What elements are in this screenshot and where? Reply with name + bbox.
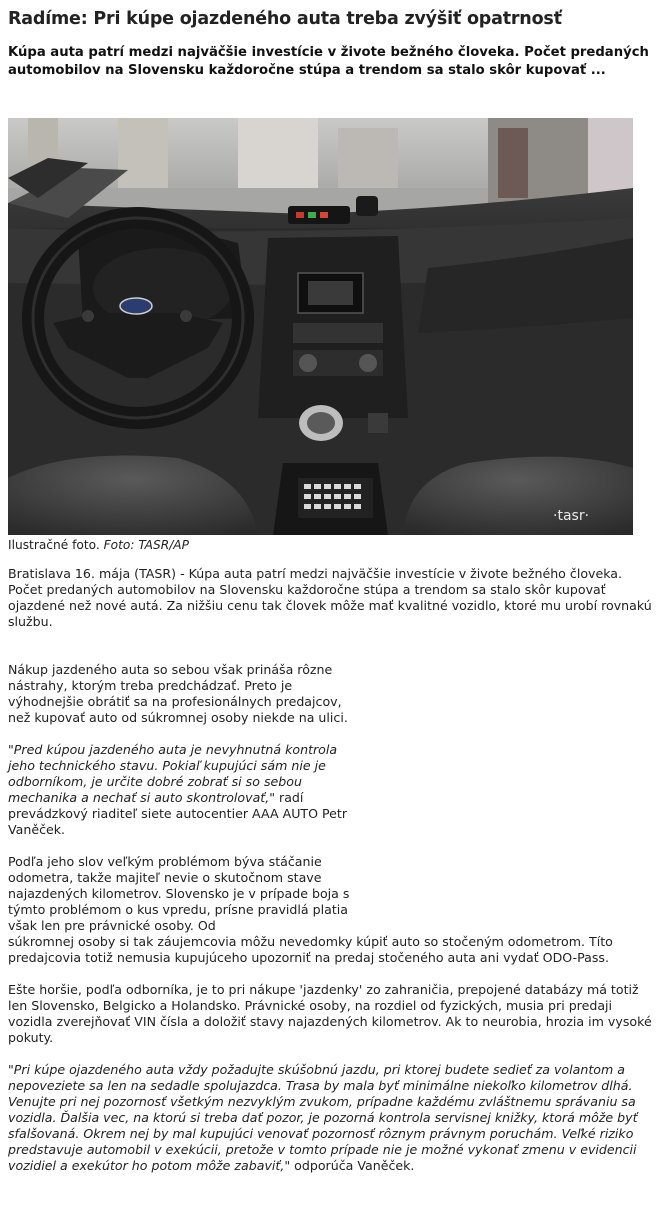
- car-interior-photo: [8, 118, 633, 535]
- paragraph-6: [8, 1062, 660, 1174]
- quote-vanecek-2: "Pri kúpe ojazdeného auta vždy požadujte skúšobnú jazdu, pri ktorej budete sedieť za volantom a nepoveziete sa len na sedadle spolujazdca. Trasa by mala byť minimálne niekoľko kilometrov dlhá. Venujte pri nej pozornosť všetkým nezvyklým zvukom, prípadne každému zvláštnemu správaniu sa vozidla. Ďalšia vec, na ktorú si treba dať pozor, je pozorná kontrola servisnej knižky, ktorá môže byť sfalšovaná. Okrem nej by mal kupujúci venovať pozornosť rôznym právnym poruchám. Veľké riziko predstavuje automobil v exekúcii, pretože v tomto prípade nie je možné vykonať zmenu v evidencii vozidiel a exekútor ho potom môže zabaviť,": [8, 1062, 638, 1173]
- tasr-watermark: ·tasr·: [553, 508, 590, 524]
- caption-text: Ilustračné foto.: [8, 538, 104, 552]
- paragraph-2: Nákup jazdeného auta so sebou však prináša rôzne nástrahy, ktorým treba predchádzať. Preto je výhodnejšie obrátiť sa na profesionálnych predajcov, než kupovať auto od súkromnej osoby niekde na ulici.: [8, 662, 348, 725]
- quote-vanecek-1: "Pred kúpou jazdeného auta je nevyhnutná kontrola jeho technického stavu. Pokiaľ kupujúci sám nie je odborníkom, je určite dobré zobrať si so sebou mechanika a nechať si auto skontrolovať,": [8, 742, 338, 805]
- article-lead: Kúpa auta patrí medzi najväčšie investície v živote bežného človeka. Počet predaných automobilov na Slovensku každoročne stúpa a trendom sa stalo skôr kupovať ...: [8, 45, 649, 78]
- article-title: Radíme: Pri kúpe ojazdeného auta treba zvýšiť opatrnosť: [8, 9, 562, 29]
- quote-attribution-2: odporúča Vaněček.: [290, 1158, 415, 1173]
- paragraph-3: [8, 742, 358, 838]
- article-body: [8, 566, 660, 1174]
- paragraph-5: Ešte horšie, podľa odborníka, je to pri nákupe 'jazdenky' zo zahraničia, prepojené databázy má totiž len Slovensko, Belgicko a Holandsko. Právnické osoby, na rozdiel od fyzických, musia pri predaji vozidla zverejňovať VIN čísla a doložiť stavy najazdených kilometrov. Ak to neurobia, hrozia im vysoké pokuty.: [8, 982, 652, 1045]
- paragraph-4b: súkromnej osoby si tak záujemcovia môžu nevedomky kúpiť auto so stočeným odometrom. Títo predajcovia totiž nemusia kupujúceho upozorniť na predaj stočeného auta ani vydať ODO-Pass.: [8, 934, 613, 965]
- paragraph-4a: Podľa jeho slov veľkým problémom býva stáčanie odometra, takže majiteľ nevie o skutočnom stave najazdených kilometrov. Slovensko je v prípade boja s týmto problémom o kus vpredu, prísne pravidlá platia však len pre právnické osoby. Od: [8, 854, 350, 933]
- photo-caption: [8, 537, 660, 553]
- paragraph-intro: Bratislava 16. mája (TASR) - Kúpa auta patrí medzi najväčšie investície v živote bežného človeka. Počet predaných automobilov na Slovensku každoročne stúpa a trendom sa stalo skôr kupovať ojazdené než nové autá. Za nižšiu cenu tak človek môže mať kvalitné vozidlo, ktoré mu urobí rovnakú službu.: [8, 566, 652, 629]
- article-photo: [8, 118, 633, 535]
- quote-attribution-1: radí prevádzkový riaditeľ siete autocentier AAA AUTO Petr Vaněček.: [8, 790, 348, 837]
- caption-credit: Foto: TASR/AP: [103, 538, 189, 552]
